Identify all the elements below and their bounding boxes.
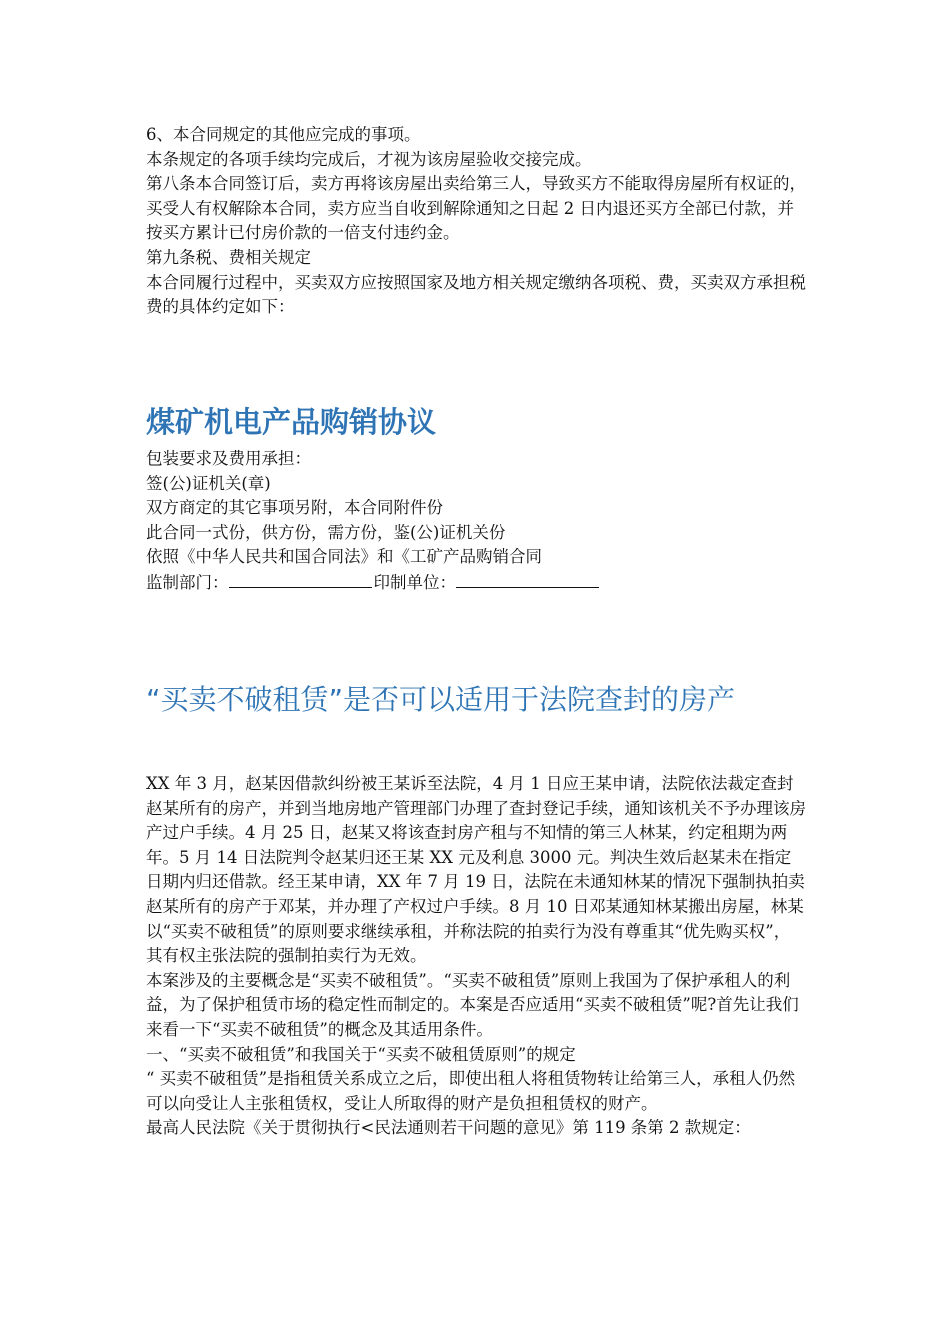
- paragraph: 一、“买卖不破租赁”和我国关于“买卖不破租赁原则”的规定: [146, 1044, 576, 1064]
- paragraph: 本案涉及的主要概念是“买卖不破租赁”。“买卖不破租赁”原则上我国为了保护承租人的利益，为了保护租赁市场的稳定性而制定的。本案是否应适用“买卖不破租赁”呢?首先让我们来看一下“买卖不破租赁”的概念及其适用条件。: [146, 970, 799, 1039]
- paragraph: 本合同履行过程中，买卖双方应按照国家及地方相关规定缴纳各项税、费，买卖双方承担税费的具体约定如下：: [146, 272, 806, 317]
- agreement-lines: [146, 447, 806, 596]
- section-heading-coal-mine-agreement: 煤矿机电产品购销协议: [146, 405, 437, 439]
- paragraph: 6、本合同规定的其他应完成的事项。: [146, 125, 421, 144]
- print-label: 印制单位：: [373, 572, 456, 592]
- line: 此合同一式份，供方份，需方份，鉴(公)证机关份: [146, 522, 506, 542]
- lease-article-body: [146, 772, 806, 1141]
- line: 签(公)证机关(章): [146, 473, 271, 493]
- paragraph: “ 买卖不破租赁”是指租赁关系成立之后，即使出租人将租赁物转让给第三人，承租人仍然可以向受让人主张租赁权，受让人所取得的财产是负担租赁权的财产。: [146, 1069, 796, 1113]
- supervise-label: 监制部门：: [146, 572, 229, 592]
- supervise-print-line: [146, 570, 806, 596]
- contract-excerpt: [146, 123, 806, 320]
- paragraph: 第八条本合同签订后，卖方再将该房屋出卖给第三人，导致买方不能取得房屋所有权证的，买受人有权解除本合同，卖方应当自收到解除通知之日起 2 日内退还买方全部已付款，并按买方累计已付房价款的一倍支付违约金。: [146, 174, 806, 243]
- line: 双方商定的其它事项另附，本合同附件份: [146, 498, 443, 518]
- line: 包装要求及费用承担：: [146, 449, 311, 468]
- supervise-blank: [229, 570, 372, 588]
- paragraph: 第九条税、费相关规定: [146, 247, 311, 267]
- paragraph: 本条规定的各项手续均完成后，才视为该房屋验收交接完成。: [146, 149, 592, 169]
- paragraph: 最高人民法院《关于贯彻执行<民法通则若干问题的意见》第 119 条第 2 款规定：: [146, 1118, 751, 1138]
- print-blank: [456, 570, 599, 588]
- line: 依照《中华人民共和国合同法》和《工矿产品购销合同: [146, 547, 542, 567]
- paragraph: XX 年 3 月，赵某因借款纠纷被王某诉至法院，4 月 1 日应王某申请，法院依法裁定查封赵某所有的房产，并到当地房地产管理部门办理了查封登记手续，通知该机关不予办理该房产过户手续。4 月 25 日，赵某又将该查封房产租与不知情的第三人林某，约定租期为两年。5 月 14 日法院判令赵某归还王某 XX 元及利息 3000 元。判决生效后赵某未在指定日期内归还借款。经王某申请，XX 年 7 月 19 日，法院在未通知林某的情况下强制执拍卖赵某所有的房产于邓某，并办理了产权过户手续。8 月 10 日邓某通知林某搬出房屋，林某以“买卖不破租赁”的原则要求继续承租，并称法院的拍卖行为没有尊重其“优先购买权”，其有权主张法院的强制拍卖行为无效。: [146, 774, 806, 966]
- section-heading-lease-article: “买卖不破租赁”是否可以适用于法院查封的房产: [146, 683, 736, 716]
